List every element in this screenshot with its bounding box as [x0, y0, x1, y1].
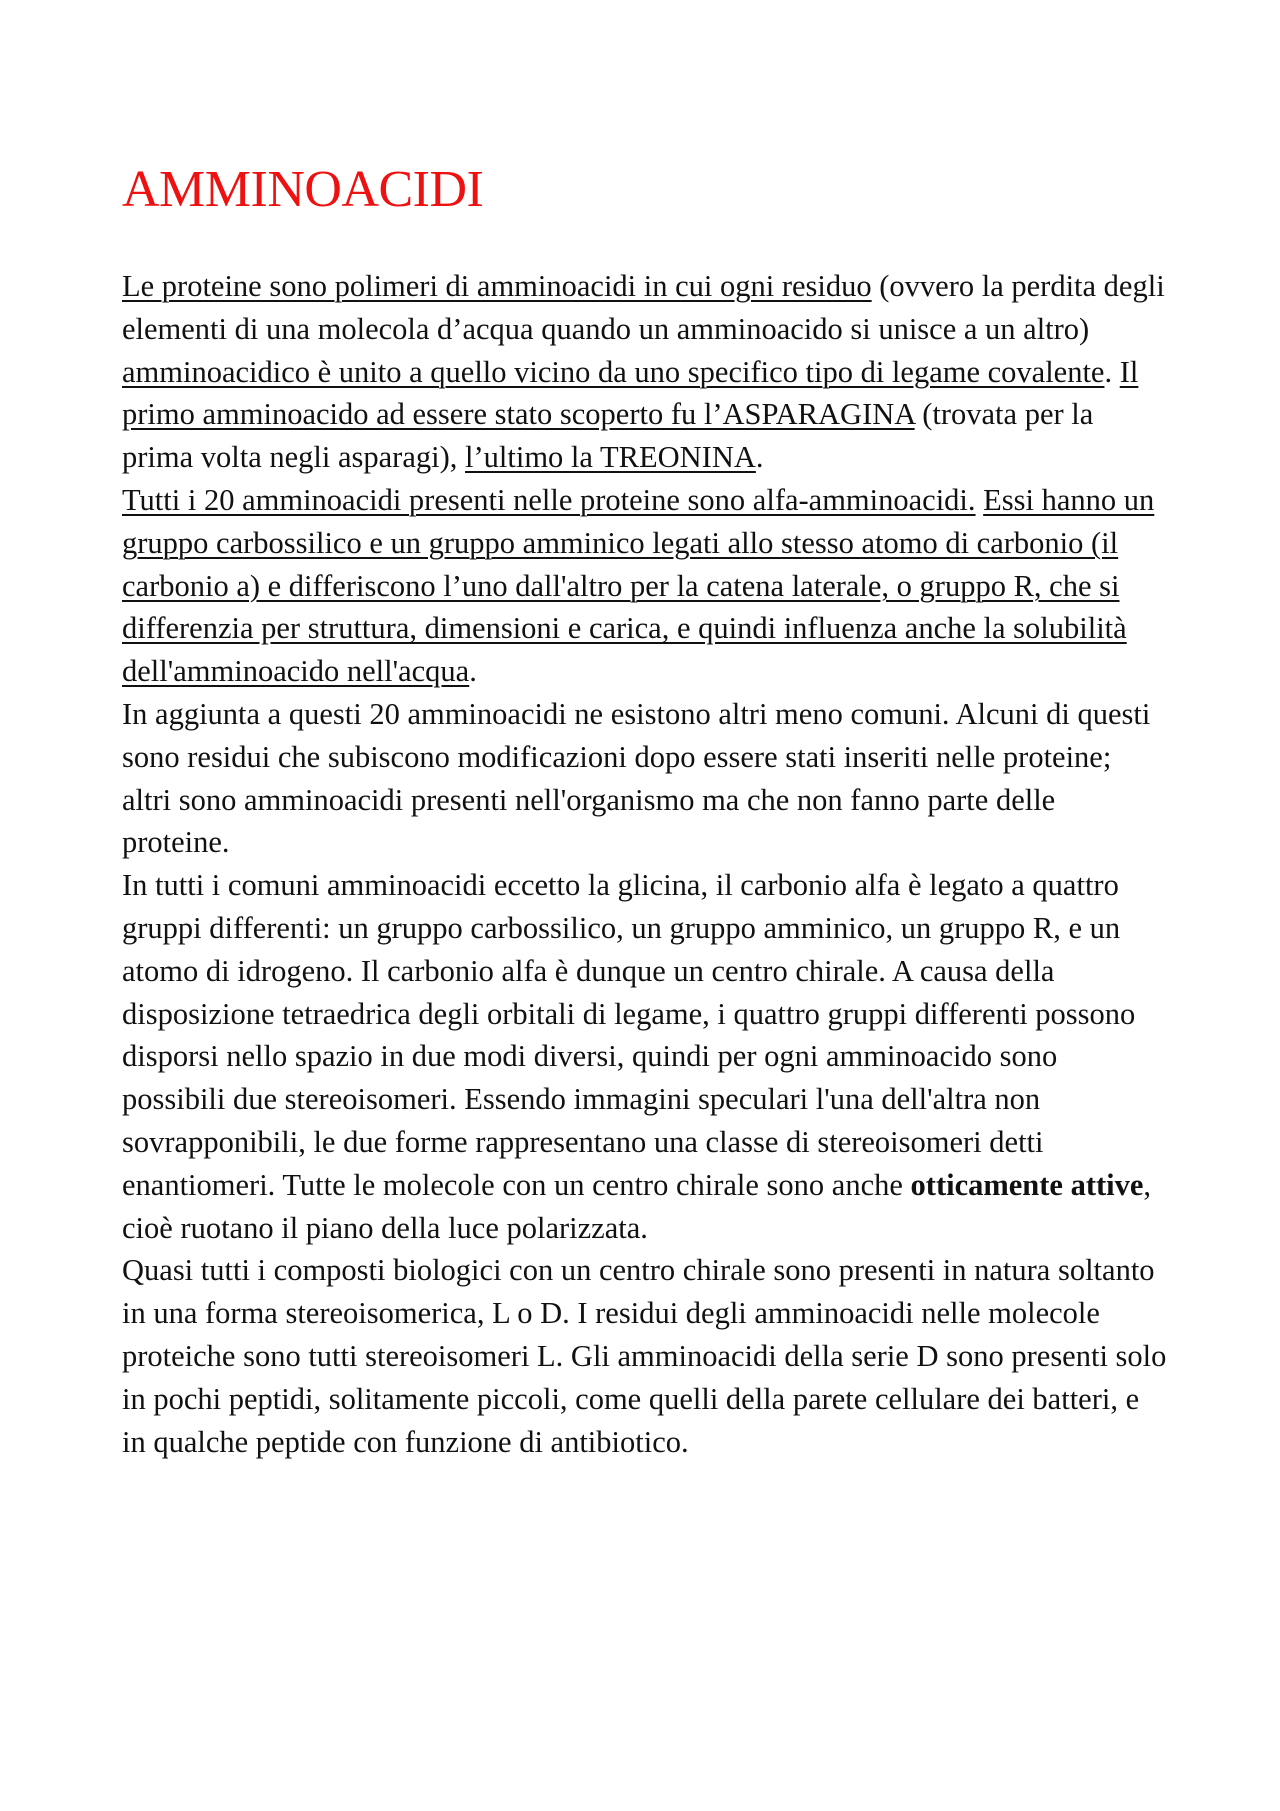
plain-text: .	[755, 440, 764, 475]
paragraph-stereoisomers: Quasi tutti i composti biologici con un centro chirale sono presenti in natura soltanto in una forma stereoisomerica, L o D. I residui degli amminoacidi nelle molecole proteiche sono tutti stereoisomeri L. Gli amminoacidi della serie D sono presenti solo in pochi peptidi, solitamente piccoli, come quelli della parete cellulare dei batteri, e in qualche peptide con funzione di antibiotico.	[122, 1253, 1167, 1459]
paragraph-alpha-amino-acids	[122, 479, 1167, 693]
bold-text: otticamente attive	[910, 1167, 1144, 1202]
underlined-text: Le proteine sono polimeri di amminoacidi in cui ogni residuo	[122, 269, 872, 303]
paragraph-less-common-amino-acids: In aggiunta a questi 20 amminoacidi ne esistono altri meno comuni. Alcuni di questi sono residui che subiscono modificazioni dopo essere stati inseriti nelle proteine; altri sono amminoacidi presenti nell'organismo ma che non fanno parte delle proteine.	[122, 696, 1151, 860]
underlined-text: Tutti i 20 amminoacidi presenti nelle proteine sono alfa-amminoacidi.	[122, 482, 976, 517]
underlined-text: amminoacidico è unito a quello vicino da uno specifico tipo di legame covalente	[122, 354, 1105, 389]
underlined-text: l’ultimo la TREONINA	[465, 440, 756, 475]
plain-text: (trovata per la prima volta negli asparagi),	[122, 397, 1094, 475]
plain-text: In tutti i comuni amminoacidi eccetto la glicina, il carbonio alfa è legato a quattro gruppi differenti: un gruppo carbossilico, un gruppo amminico, un gruppo R, e un atomo di idrogeno. Il carbonio alfa è dunque un centro chirale. A causa della disposizione tetraedrica degli orbitali di legame, i quattro gruppi differenti possono disporsi nello spazio in due modi diversi, quindi per ogni amminoacido sono possibili due stereoisomeri. Essendo immagini speculari l'una dell'altra non sovrapponibili, le due forme rappresentano una classe di stereoisomeri detti enantiomeri. Tutte le molecole con un centro chirale sono anche	[122, 868, 1136, 1202]
underlined-text: Il primo amminoacido ad essere stato scoperto fu l’ASPARAGINA	[122, 354, 1139, 432]
underlined-text: Essi hanno un gruppo carbossilico e un gruppo amminico legati allo stesso atomo di carbonio (il carbonio a) e differiscono l’uno dall'altro per la catena laterale, o gruppo R, che si differenzia per struttura, dimensioni e carica, e quindi influenza anche la solubilità dell'amminoacido nell'acqua	[122, 482, 1155, 689]
document-body	[122, 265, 1167, 1463]
plain-text	[976, 483, 984, 517]
paragraph-chirality	[122, 864, 1167, 1249]
plain-text: (ovvero la perdita degli elementi di una molecola d’acqua quando un amminoacido si unisce a un altro)	[122, 269, 1165, 346]
document-title: AMMINOACIDI	[122, 161, 484, 218]
plain-text: .	[469, 654, 477, 689]
plain-text: , cioè ruotano il piano della luce polarizzata.	[122, 1167, 1152, 1245]
plain-text: .	[1104, 354, 1120, 389]
paragraph-proteins-definition	[122, 265, 1167, 479]
